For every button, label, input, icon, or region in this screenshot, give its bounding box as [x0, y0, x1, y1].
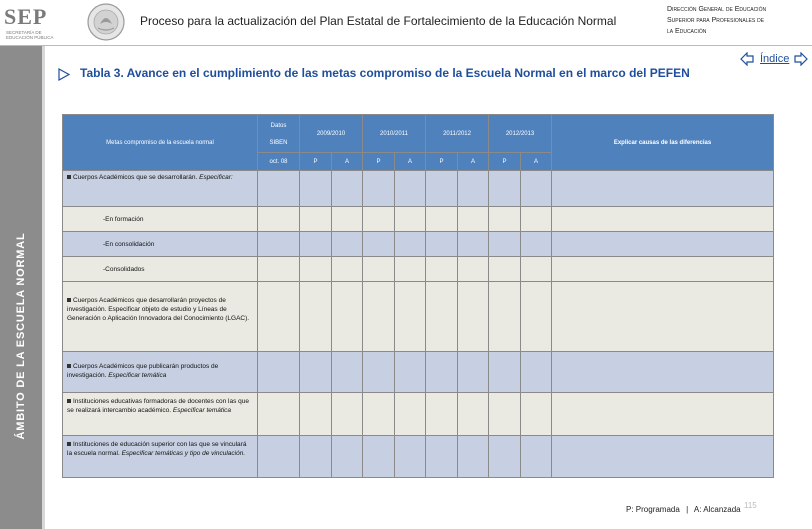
row-text-italic: Especificar temáticas y tipo de vinculación. — [121, 450, 246, 457]
legend-p-key: P: — [626, 505, 634, 514]
header-a: A — [332, 153, 363, 171]
row-text-italic: Especificar temática — [172, 407, 232, 414]
column-header-datos — [258, 115, 300, 153]
column-header-year: 2010/2011 — [363, 115, 426, 153]
arrow-right-icon[interactable] — [794, 52, 808, 66]
header-p: P — [300, 153, 332, 171]
header-a: A — [521, 153, 552, 171]
dgesu-label — [667, 4, 807, 37]
header — [0, 0, 812, 46]
arrow-left-icon[interactable] — [740, 52, 754, 66]
sep-logo: SEP — [4, 4, 48, 29]
metas-table — [62, 114, 774, 478]
row-description — [63, 352, 258, 393]
table-row — [63, 352, 774, 393]
table-title: Tabla 3. Avance en el cumplimiento de las metas compromiso de la Escuela Normal en el marco del PEFEN — [80, 66, 690, 80]
bullet-icon — [67, 442, 71, 446]
bullet-icon — [67, 364, 71, 368]
bullet-icon — [67, 175, 71, 179]
column-header-explicar: Explicar causas de las diferencias — [552, 115, 774, 171]
datos-line-2: SIBEN — [269, 140, 288, 146]
table-row — [63, 207, 774, 232]
sidebar-section-label: ÁMBITO DE LA ESCUELA NORMAL — [15, 232, 27, 440]
header-a: A — [458, 153, 489, 171]
bullet-icon — [67, 399, 71, 403]
row-text-italic: Especificar temática — [108, 372, 167, 379]
row-description — [63, 257, 258, 282]
legend-p-label: Programada — [635, 505, 680, 514]
legend-a-key: A: — [693, 505, 702, 514]
page-number: 115 — [744, 501, 757, 510]
table-row — [63, 282, 774, 352]
legend-a-label: Alcanzada — [703, 505, 741, 514]
row-text: Instituciones educativas formadoras de docentes con las que se realizará intercambio académico. — [67, 398, 249, 414]
row-description — [63, 207, 258, 232]
national-seal-icon — [86, 2, 126, 42]
header-p: P — [363, 153, 395, 171]
row-text: -Consolidados — [103, 265, 145, 273]
legend-separator: | — [686, 505, 689, 514]
sidebar-edge — [42, 46, 45, 529]
row-description — [63, 171, 258, 207]
dgesu-line-3: la Educación — [667, 28, 707, 35]
column-header-year: 2012/2013 — [489, 115, 552, 153]
sidebar — [0, 46, 42, 529]
row-description — [63, 393, 258, 436]
table-row — [63, 257, 774, 282]
header-divider — [0, 45, 812, 46]
datos-date: oct. 08 — [258, 153, 300, 171]
row-text: Cuerpos Académicos que desarrollarán proyectos de investigación. Especificar objeto de estudio y Líneas de Generación o Aplicación Innovadora del Conocimiento (LGAC). — [67, 297, 250, 322]
row-description — [63, 282, 258, 352]
column-header-year: 2009/2010 — [300, 115, 363, 153]
index-link[interactable]: Índice — [760, 53, 790, 65]
column-header-year: 2011/2012 — [426, 115, 489, 153]
row-description — [63, 232, 258, 257]
dgesu-line-1: Dirección General de Educación — [667, 6, 767, 13]
dgesu-line-2: Superior para Profesionales de — [667, 17, 765, 24]
legend — [626, 505, 741, 514]
header-p: P — [489, 153, 521, 171]
datos-line-1: Datos — [270, 123, 287, 129]
table-row — [63, 171, 774, 207]
table-row — [63, 436, 774, 478]
table-row — [63, 232, 774, 257]
row-text: Cuerpos Académicos que publicarán productos de investigación. — [67, 363, 219, 379]
triangle-bullet-icon — [58, 68, 70, 81]
header-p: P — [426, 153, 458, 171]
row-text: -En formación — [103, 215, 144, 223]
row-text: Instituciones de educación superior con las que se vinculará la escuela normal. — [67, 441, 247, 457]
row-description — [63, 436, 258, 478]
page-header-title: Proceso para la actualización del Plan Estatal de Fortalecimiento de la Educación Normal — [140, 14, 617, 28]
row-text: -En consolidación — [103, 240, 155, 248]
column-header-metas: Metas compromiso de la escuela normal — [63, 115, 258, 171]
header-a: A — [395, 153, 426, 171]
bullet-icon — [67, 298, 71, 302]
table-row — [63, 393, 774, 436]
row-text: Cuerpos Académicos que se desarrollarán. — [73, 174, 200, 181]
row-text-italic: Especificar: — [199, 174, 233, 181]
sep-subtitle: SECRETARÍA DE EDUCACIÓN PÚBLICA — [6, 30, 54, 40]
